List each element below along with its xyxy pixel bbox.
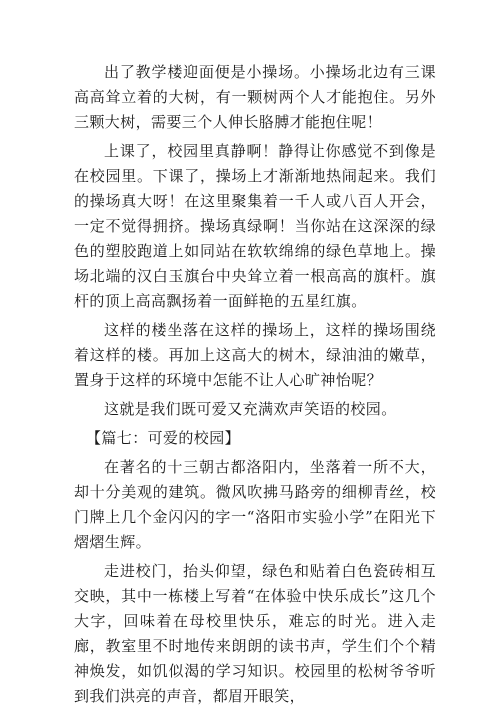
paragraph-playground: 上课了，校园里真静啊！静得让你感觉不到像是在校园里。下课了，操场上才渐渐地热闹起来。我们的操场真大呀！在这里聚集着一千人或八百人开会，一定不觉得拥挤。操场真绿啊！当你站在这深深的绿色的塑胶跑道上如同站在软软绵绵的绿色草地上。操场北端的汉白玉旗台中央耸立着一根高高的旗杆。旗杆的顶上高高飘扬着一面鲜艳的五星红旗。 <box>74 142 436 310</box>
section-heading: 【篇七：可爱的校园】 <box>86 429 241 447</box>
paragraph-environment: 这样的楼坐落在这样的操场上，这样的操场围绕着这样的楼。再加上这高大的树木，绿油油的嫩草，置身于这样的环境中怎能不让人心旷神怡呢？ <box>74 321 436 389</box>
paragraph-entering-gate: 走进校门，抬头仰望，绿色和贴着白色瓷砖相互交映，其中一栋楼上写着“在体验中快乐成长”这几个大字，回味着在母校里快乐，难忘的时光。进入走廊，教室里不时地传来朗朗的读书声，学生们个个精神焕发，如饥似渴的学习知识。校园里的松树爷爷听到我们洪亮的声音，都眉开眼笑， <box>74 562 436 705</box>
paragraph-conclusion: 这就是我们既可爱又充满欢声笑语的校园。 <box>104 400 397 418</box>
document-body <box>74 60 436 709</box>
paragraph-playground-trees: 出了教学楼迎面便是小操场。小操场北边有三课高高耸立着的大树，有一颗树两个人才能抱住。另外三颗大树，需要三个人伸长胳膊才能抱住呢！ <box>74 63 436 131</box>
paragraph-luoyang-school: 在著名的十三朝古都洛阳内，坐落着一所不大，却十分美观的建筑。微风吹拂马路旁的细柳青丝，校门牌上几个金闪闪的字一“洛阳市实验小学”在阳光下熠熠生辉。 <box>74 458 436 551</box>
